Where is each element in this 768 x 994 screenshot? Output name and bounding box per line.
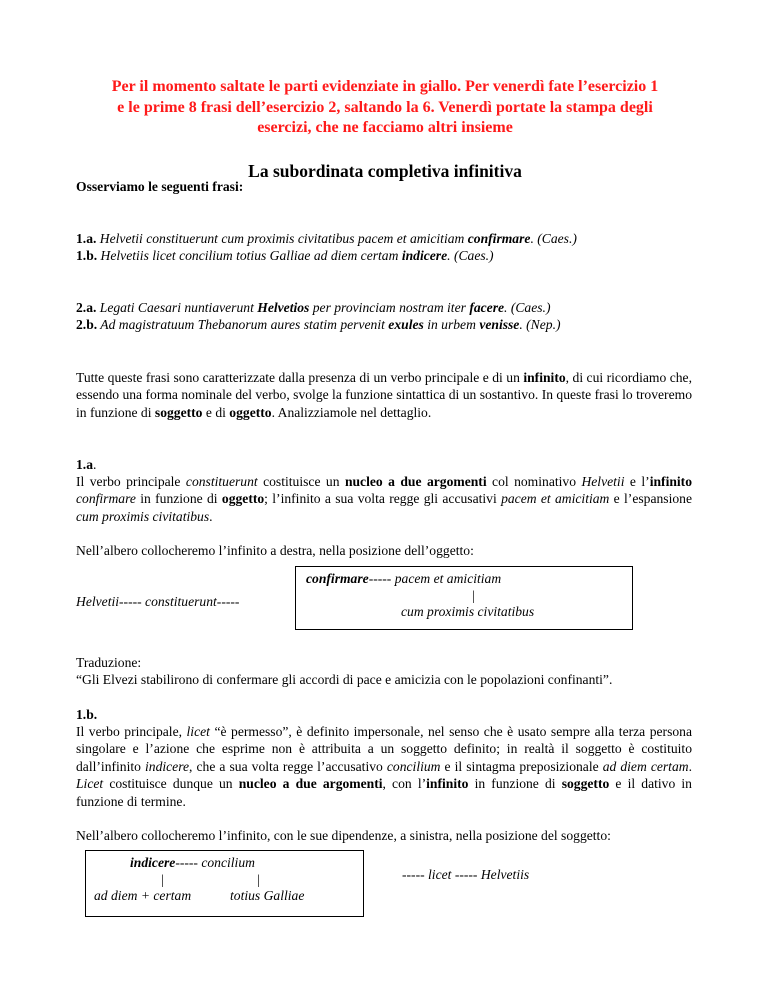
tree-1a-box-bar: | [472,588,475,603]
section-1a-heading: 1.a. [76,457,97,472]
tree-1b-box-low-right: totius Galliae [230,888,305,903]
tree-1a-box [295,566,633,630]
example-2a: 2.a. Legati Caesari nuntiaverunt Helvetios per provinciam nostram iter facere. (Caes.) [76,300,551,315]
tree-1b-box-bar-left: | [161,872,164,887]
general-paragraph: Tutte queste frasi sono caratterizzate dalla presenza di un verbo principale e di un infinito, di cui ricordiamo che, essendo una forma nominale del verbo, svolge la funzione sintattica di un sostantivo. In queste frasi lo troveremo in funzione di soggetto e di oggetto. Analizziamole nel dettaglio. [76,370,692,420]
example-1b: 1.b. Helvetiis licet concilium totius Galliae ad diem certam indicere. (Caes.) [76,248,494,263]
intro-text: Osserviamo le seguenti frasi: [76,179,244,194]
tree-1a-left: Helvetii----- constituerunt----- [76,594,240,609]
notice-line: e le prime 8 frasi dell’esercizio 2, saltando la 6. Venerdì portate la stampa degli [117,98,653,116]
example-1a: 1.a. Helvetii constituerunt cum proximis civitatibus pacem et amicitiam confirmare. (Caes.) [76,231,577,246]
tree-1a-box-bottom: cum proximis civitatibus [401,604,535,619]
tree-1b-box-bar-right: | [257,872,260,887]
translation-text: “Gli Elvezi stabilirono di confermare gli accordi di pace e amicizia con le popolazioni confinanti”. [76,672,613,687]
section-1b-paragraph: Il verbo principale, licet “è permesso”, è definito impersonale, nel senso che è usato sempre alla terza persona singolare e l’azione che esprime non è attribuita a un soggetto definito; in realtà il soggetto è costituito dall’infinito indicere, che a sua volta regge l’accusativo concilium e il sintagma preposizionale ad diem certam. Licet costituisce dunque un nucleo a due argomenti, con l’infinito in funzione di soggetto e il dativo in funzione di termine. [76,724,692,809]
tree-1b-box [85,850,364,917]
tree-1b-right: ----- licet ----- Helvetiis [402,867,530,882]
tree-1b-box-low-left: ad diem + certam [94,888,192,903]
notice [60,77,710,139]
section-1b-tree-intro: Nell’albero collocheremo l’infinito, con le sue dipendenze, a sinistra, nella posizione del soggetto: [76,828,611,843]
section-1a-paragraph: Il verbo principale constituerunt costituisce un nucleo a due argomenti col nominativo Helvetii e l’infinito confirmare in funzione di oggetto; l’infinito a sua volta regge gli accusativi pacem et amicitiam e l’espansione cum proximis civitatibus. [76,474,693,524]
section-1b-heading: 1.b. [76,707,98,722]
tree-1a-box-top: confirmare----- pacem et amicitiam [306,571,502,586]
tree-1b-box-top: indicere----- concilium [130,855,255,870]
section-1a-tree-intro: Nell’albero collocheremo l’infinito a destra, nella posizione dell’oggetto: [76,543,474,558]
example-2b: 2.b. Ad magistratuum Thebanorum aures statim pervenit exules in urbem venisse. (Nep.) [76,317,561,332]
notice-line: esercizi, che ne facciamo altri insieme [257,119,513,136]
notice-line: Per il momento saltate le parti evidenziate in giallo. Per venerdì fate l’esercizio 1 [111,78,659,95]
page-title: La subordinata completiva infinitiva [248,161,522,181]
translation-label: Traduzione: [76,655,142,670]
